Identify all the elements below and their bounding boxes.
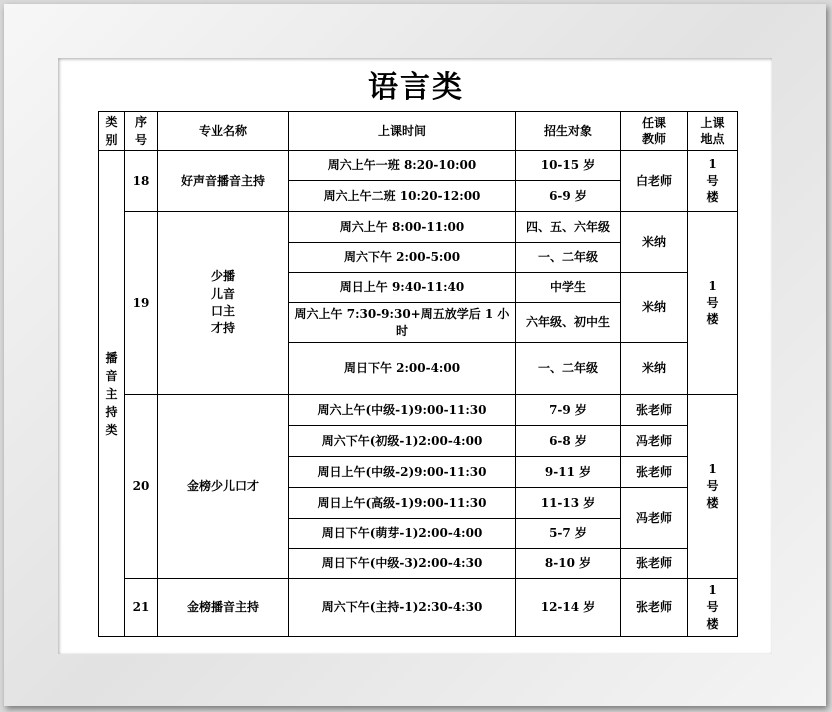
target-cell: 10-15 岁 [516,151,621,181]
page-title: 语言类 [368,70,464,105]
category-cell: 播音主持类 [99,151,125,637]
time-cell: 周日下午(萌芽-1)2:00-4:00 [289,519,516,549]
target-cell: 六年级、初中生 [516,303,621,343]
target-cell: 12-14 岁 [516,579,621,637]
table-row [99,212,738,243]
header-major: 专业名称 [158,112,289,151]
seq-cell: 19 [125,212,158,395]
teacher-cell: 冯老师 [621,488,688,549]
major-cell: 少播儿音口主才持 [158,212,289,395]
target-cell: 6-8 岁 [516,426,621,457]
location-cell: 1号楼 [688,151,738,212]
target-cell: 一、二年级 [516,343,621,395]
time-cell: 周六下午(初级-1)2:00-4:00 [289,426,516,457]
major-cell: 金榜少儿口才 [158,395,289,579]
teacher-cell: 米纳 [621,273,688,343]
teacher-cell: 张老师 [621,549,688,579]
time-cell: 周六上午 7:30-9:30+周五放学后 1 小时 [289,303,516,343]
seq-cell: 18 [125,151,158,212]
header-target: 招生对象 [516,112,621,151]
header-time: 上课时间 [289,112,516,151]
teacher-cell: 冯老师 [621,426,688,457]
header-seq: 序号 [125,112,158,151]
time-cell: 周六上午一班 8:20-10:00 [289,151,516,181]
teacher-cell: 白老师 [621,151,688,212]
teacher-cell: 张老师 [621,457,688,488]
time-cell: 周日下午(中级-3)2:00-4:30 [289,549,516,579]
teacher-cell: 张老师 [621,579,688,637]
location-cell: 1号楼 [688,395,738,579]
time-cell: 周六上午(中级-1)9:00-11:30 [289,395,516,426]
header-category: 类别 [99,112,125,151]
time-cell: 周日上午(中级-2)9:00-11:30 [289,457,516,488]
location-cell: 1号楼 [688,212,738,395]
seq-cell: 20 [125,395,158,579]
seq-cell: 21 [125,579,158,637]
teacher-cell: 米纳 [621,343,688,395]
target-cell: 5-7 岁 [516,519,621,549]
target-cell: 9-11 岁 [516,457,621,488]
target-cell: 一、二年级 [516,243,621,273]
time-cell: 周六上午二班 10:20-12:00 [289,181,516,212]
major-cell: 好声音播音主持 [158,151,289,212]
time-cell: 周六下午(主持-1)2:30-4:30 [289,579,516,637]
teacher-cell: 米纳 [621,212,688,273]
location-cell: 1号楼 [688,579,738,637]
header-location: 上课地点 [688,112,738,151]
teacher-cell: 张老师 [621,395,688,426]
time-cell: 周六下午 2:00-5:00 [289,243,516,273]
target-cell: 中学生 [516,273,621,303]
time-cell: 周六上午 8:00-11:00 [289,212,516,243]
header-teacher: 任课教师 [621,112,688,151]
table-row [99,395,738,426]
time-cell: 周日上午(高级-1)9:00-11:30 [289,488,516,519]
table-row [99,151,738,181]
major-cell: 金榜播音主持 [158,579,289,637]
schedule-table [98,111,738,637]
time-cell: 周日下午 2:00-4:00 [289,343,516,395]
target-cell: 6-9 岁 [516,181,621,212]
table-row [99,579,738,637]
target-cell: 7-9 岁 [516,395,621,426]
target-cell: 四、五、六年级 [516,212,621,243]
time-cell: 周日上午 9:40-11:40 [289,273,516,303]
header-row [99,112,738,151]
target-cell: 11-13 岁 [516,488,621,519]
target-cell: 8-10 岁 [516,549,621,579]
